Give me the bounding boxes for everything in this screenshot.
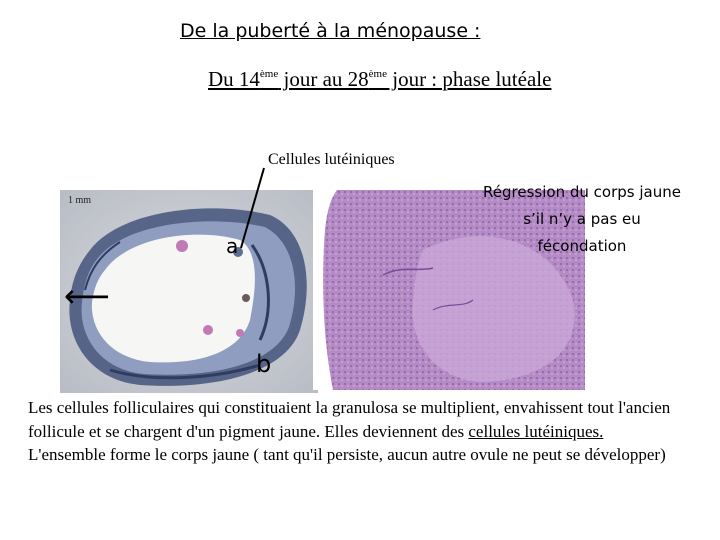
subtitle-day-start: Du 14: [208, 67, 260, 91]
regression-line-2: s’il n’y a pas eu: [523, 210, 641, 228]
subtitle-day-end: jour au 28: [278, 67, 369, 91]
luteal-cells-term: cellules lutéiniques.: [468, 421, 604, 441]
arrow-left-icon: ⟵: [64, 277, 110, 315]
explanation-paragraph: [28, 396, 698, 443]
explanation-sentence-1: Les cellules folliculaires qui constituaient la granulosa se multiplient, envahissent tout l'ancien follicule et se chargent d'un pigment jaune. Elles deviennent des: [28, 398, 671, 441]
regression-line-1: Régression du corps jaune: [483, 183, 681, 201]
regression-line-3: fécondation: [537, 237, 627, 255]
scale-label: 1 mm: [68, 195, 92, 206]
phase-subtitle: [208, 67, 551, 92]
page-title: De la puberté à la ménopause :: [180, 20, 481, 42]
subtitle-sup-1: ème: [259, 68, 279, 80]
subtitle-phase: jour : phase lutéale: [386, 67, 552, 91]
explanation-text: [28, 396, 698, 467]
label-b: b: [256, 350, 272, 378]
regression-caption: [466, 179, 698, 260]
corpus-luteum-sentence: L'ensemble forme le corps jaune ( tant qu'il persiste, aucun autre ovule ne peut se développer): [28, 445, 666, 464]
subtitle-sup-2: ème: [368, 68, 387, 80]
luteal-cells-label: Cellules lutéiniques: [268, 151, 395, 168]
label-a: a: [226, 234, 239, 258]
